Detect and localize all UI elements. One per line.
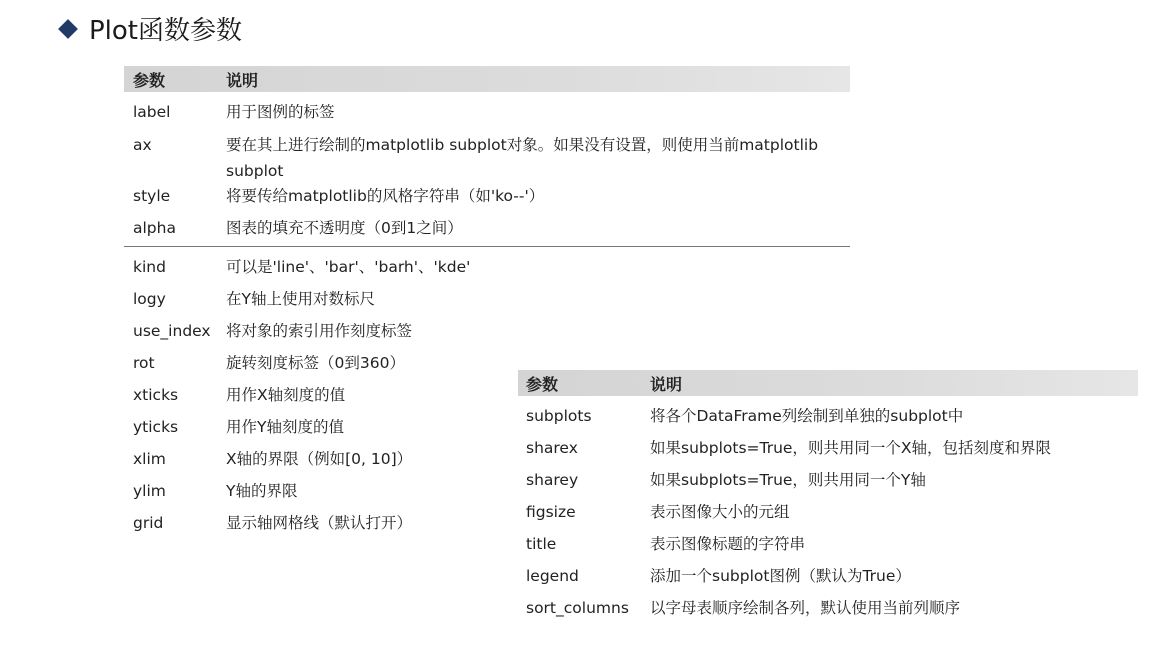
param-desc: 如果subplots=True，则共用同一个Y轴	[650, 471, 926, 489]
param-desc: Y轴的界限	[226, 482, 298, 500]
param-desc: 要在其上进行绘制的matplotlib subplot对象。如果没有设置，则使用当前matplotlib subplot	[226, 136, 819, 180]
slide-title	[58, 10, 242, 47]
param-desc: 用作X轴刻度的值	[226, 386, 346, 404]
param-name: yticks	[133, 418, 179, 436]
param-desc: 将对象的索引用作刻度标签	[226, 322, 413, 340]
param-name: grid	[133, 514, 164, 532]
param-desc: 如果subplots=True，则共用同一个X轴，包括刻度和界限	[650, 439, 1052, 457]
param-desc: 以字母表顺序绘制各列，默认使用当前列顺序	[650, 599, 961, 617]
table-row	[518, 468, 1138, 500]
param-name: label	[133, 103, 171, 121]
param-name: kind	[133, 258, 166, 276]
table-row	[518, 564, 1138, 596]
param-desc: 可以是'line'、'bar'、'barh'、'kde'	[226, 258, 471, 276]
table-row	[124, 287, 850, 319]
table-row	[518, 500, 1138, 532]
param-desc: 将要传给matplotlib的风格字符串（如'ko--'）	[226, 187, 545, 205]
param-desc: 表示图像大小的元组	[650, 503, 790, 521]
param-name: sort_columns	[526, 599, 629, 617]
param-name: use_index	[133, 322, 211, 340]
param-name: title	[526, 535, 557, 553]
param-name: xlim	[133, 450, 166, 468]
param-desc: 在Y轴上使用对数标尺	[226, 290, 375, 308]
header-param: 参数	[133, 70, 166, 90]
table-row	[124, 132, 850, 184]
table-header	[518, 370, 1138, 396]
param-desc: X轴的界限（例如[0, 10]）	[226, 450, 413, 468]
table-row	[124, 255, 850, 287]
header-param: 参数	[526, 374, 559, 394]
table-row	[124, 100, 850, 132]
header-desc: 说明	[650, 374, 683, 394]
param-desc: 将各个DataFrame列绘制到单独的subplot中	[650, 407, 964, 425]
param-name: figsize	[526, 503, 576, 521]
table-header	[124, 66, 850, 92]
param-name: sharex	[526, 439, 578, 457]
table-row	[518, 436, 1138, 468]
dataframe-plot-params-table	[518, 370, 1138, 628]
table-row	[518, 404, 1138, 436]
table-row	[124, 319, 850, 351]
param-name: legend	[526, 567, 579, 585]
table-row	[518, 532, 1138, 564]
param-name: alpha	[133, 219, 176, 237]
diamond-bullet-icon	[58, 19, 78, 39]
param-name: rot	[133, 354, 155, 372]
param-desc: 表示图像标题的字符串	[650, 535, 806, 553]
param-desc: 显示轴网格线（默认打开）	[226, 514, 413, 532]
param-name: style	[133, 187, 171, 205]
table-row	[518, 596, 1138, 628]
table-row	[124, 184, 850, 216]
param-desc: 旋转刻度标签（0到360）	[226, 354, 405, 372]
table-row	[124, 216, 850, 248]
param-name: ax	[133, 136, 152, 154]
param-name: xticks	[133, 386, 179, 404]
header-desc: 说明	[226, 70, 259, 90]
param-name: subplots	[526, 407, 592, 425]
param-desc: 图表的填充不透明度（0到1之间）	[226, 219, 463, 237]
slide-title-text: Plot函数参数	[89, 16, 243, 46]
table-divider	[124, 246, 850, 247]
param-desc: 添加一个subplot图例（默认为True）	[650, 567, 911, 585]
param-desc: 用于图例的标签	[226, 103, 335, 121]
param-name: logy	[133, 290, 166, 308]
param-desc: 用作Y轴刻度的值	[226, 418, 344, 436]
param-name: sharey	[526, 471, 579, 489]
param-name: ylim	[133, 482, 166, 500]
